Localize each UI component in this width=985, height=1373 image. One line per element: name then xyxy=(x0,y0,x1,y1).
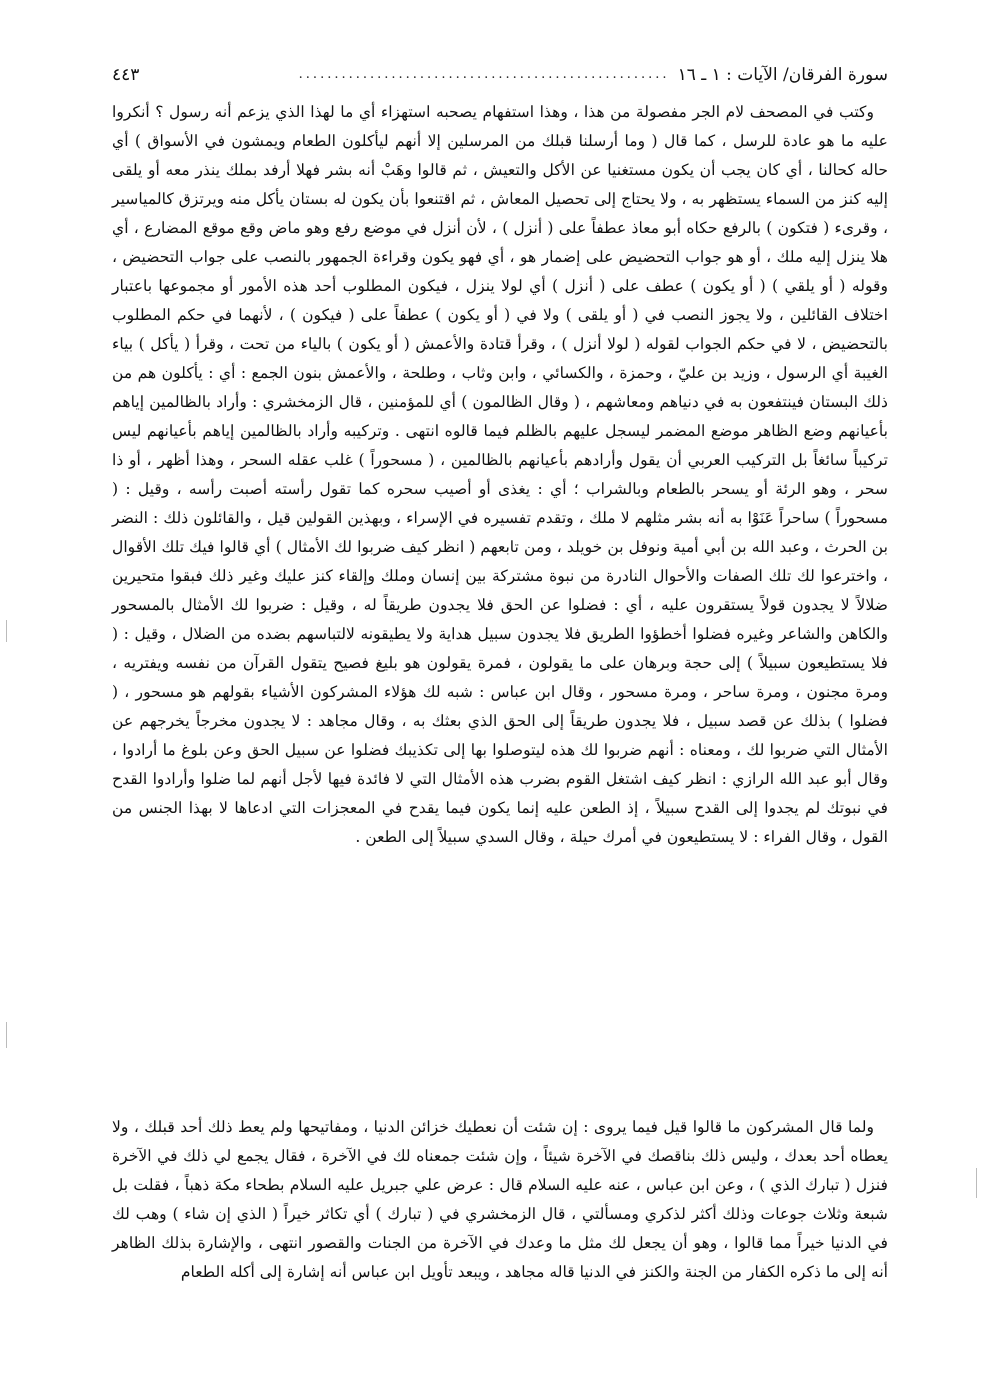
body-paragraph-2 xyxy=(112,1113,888,1287)
page-number: ٤٤٣ xyxy=(112,65,140,85)
running-head xyxy=(112,62,888,88)
paragraph-text: ولما قال المشركون ما قالوا قيل فيما يروى : إن شئت أن نعطيك خزائن الدنيا ، ومفاتيحها ولم يعط ذلك أحد قبلك ، ولا يعطاه أحد بعدك ، وليس ذلك بناقصك في الآخرة شيئاً ، وإن شئت جمعناه لك في الآخرة ، فقال يجمع لي ذلك في الآخرة فنزل ( تبارك الذي ) ، وعن ابن عباس ، عنه عليه السلام قال : عرض علي جبريل عليه السلام بطحاء مكة ذهباً ، فقلت بل شبعة وثلاث جوعات وذلك أكثر لذكري ومسألتي ، قال الزمخشري في ( تبارك ) أي تكاثر خيراً ( الذي إن شاء ) وهب لك في الدنيا خيراً مما قالوا ، وهو أن يجعل لك مثل ما وعدك في الآخرة من الجنات والقصور انتهى ، والإشارة بذلك الظاهر أنه إلى ما ذكره الكفار من الجنة والكنز في الدنيا قاله مجاهد ، ويبعد تأويل ابن عباس أنه إشارة إلى أكله الطعام xyxy=(112,1118,888,1281)
scan-mark xyxy=(976,1168,977,1198)
body-paragraph-1 xyxy=(112,98,888,852)
running-head-title: سورة الفرقان/ الآيات : ١ ـ ١٦ xyxy=(677,65,888,85)
leader-dots: .................................................... xyxy=(298,67,670,82)
scan-mark xyxy=(6,620,7,642)
paragraph-text: وكتب في المصحف لام الجر مفصولة من هذا ، وهذا استفهام يصحبه استهزاء أي ما لهذا الذي يزعم أنه رسول ؟ أنكروا عليه ما هو عادة للرسل ، كما قال ( وما أرسلنا قبلك من المرسلين إلا أنهم ليأكلون الطعام ويمشون في الأسواق ) أي حاله كحالنا ، أي كان يجب أن يكون مستغنيا عن الأكل والتعيش ، ثم قالوا وهَبْ أنه بشر فهلا أرفد بملك ينذر معه أو يلقى إليه كنز من السماء يستظهر به ، ولا يحتاج إلى تحصيل المعاش ، ثم اقتنعوا بأن يكون له بستان يأكل منه ويرتزق كالمياسير ، وقرىء ( فتكون ) بالرفع حكاه أبو معاذ عطفاً على ( أنزل ) ، لأن أنزل في موضع رفع وهو ماض وقع موقع المضارع ، أي هلا ينزل إليه ملك ، أو هو جواب التحضيض على إضمار هو ، أي فهو يكون وقراءة الجمهور بالنصب على جواب التحضيض ، وقوله ( أو يلقي ) ( أو يكون ) عطف على ( أنزل ) أي لولا ينزل ، فيكون المطلوب أحد هذه الأمور أو مجموعها باعتبار اختلاف القائلين ، ولا يجوز النصب في ( أو يلقى ) ولا في ( أو يكون ) عطفاً على ( فيكون ) ، لأنهما في حكم المطلوب بالتحضيض ، لا في حكم الجواب لقوله ( لولا أنزل ) ، وقرأ قتادة والأعمش ( أو يكون ) بالياء من تحت ، وقرأ ( يأكل ) بياء الغيبة أي الرسول ، وزيد بن عليّ ، وحمزة ، والكسائي ، وابن وثاب ، وطلحة ، والأعمش بنون الجمع : أي : يأكلون هم من ذلك البستان فينتفعون به في دنياهم ومعاشهم ، ( وقال الظالمون ) أي للمؤمنين ، قال الزمخشري : وأراد بالظالمين إياهم بأعيانهم وضع الظاهر موضع المضمر ليسجل عليهم بالظلم فيما قالوه انتهى . وتركيبه وأراد بالظالمين إياهم بأعيانهم ليس تركيباً سائغاً بل التركيب العربي أن يقول وأرادهم بأعيانهم بالظالمين ، ( مسحوراً ) غلب عقله السحر ، وهذا أظهر ، أو ذا سحر ، وهو الرئة أو يسحر بالطعام وبالشراب ؛ أي : يغذى أو أصيب سحره كما تقول رأسته أصبت رأسه ، وقيل : ( مسحوراً ) ساحراً عَنَوْا به أنه بشر مثلهم لا ملك ، وتقدم تفسيره في الإسراء ، وبهذين القولين قيل ، والقائلون ذلك : النضر بن الحرث ، وعبد الله بن أبي أمية ونوفل بن خويلد ، ومن تابعهم ( انظر كيف ضربوا لك الأمثال ) أي قالوا فيك تلك الأقوال ، واخترعوا لك تلك الصفات والأحوال النادرة من نبوة مشتركة بين إنسان وملك وإلقاء كنز عليك وغير ذلك فبقوا متحيرين ضلالاً لا يجدون قولاً يستقرون عليه ، أي : فضلوا عن الحق فلا يجدون طريقاً له ، وقيل : ضربوا لك الأمثال بالمسحور والكاهن والشاعر وغيره فضلوا أخطؤوا الطريق فلا يجدون سبيل هداية ولا يطيقونه لالتباسهم بضده من الضلال ، وقيل : ( فلا يستطيعون سبيلاً ) إلى حجة وبرهان على ما يقولون ، فمرة يقولون هو بليغ فصيح يتقول القرآن من نفسه ويفتريه ، ومرة مجنون ، ومرة ساحر ، ومرة مسحور ، وقال ابن عباس : شبه لك هؤلاء المشركون الأشياء بقولهم هو مسحور ، ( فضلوا ) بذلك عن قصد سبيل ، فلا يجدون طريقاً إلى الحق الذي بعثك به ، وقال مجاهد : لا يجدون مخرجاً يخرجهم عن الأمثال التي ضربوا لك ، ومعناه : أنهم ضربوا لك هذه ليتوصلوا بها إلى تكذيبك فضلوا عن سبيل الحق وعن بلوغ ما أرادوا ، وقال أبو عبد الله الرازي : انظر كيف اشتغل القوم بضرب هذه الأمثال التي لا فائدة فيها لأجل أنهم لما ضلوا وأرادوا القدح في نبوتك لم يجدوا إلى القدح سبيلاً ، إذ الطعن عليه إنما يكون فيما يقدح في المعجزات التي ادعاها لا بهذا الجنس من القول ، وقال الفراء : لا يستطيعون في أمرك حيلة ، وقال السدي سبيلاً إلى الطعن . xyxy=(112,103,888,846)
scan-mark xyxy=(6,1022,7,1048)
